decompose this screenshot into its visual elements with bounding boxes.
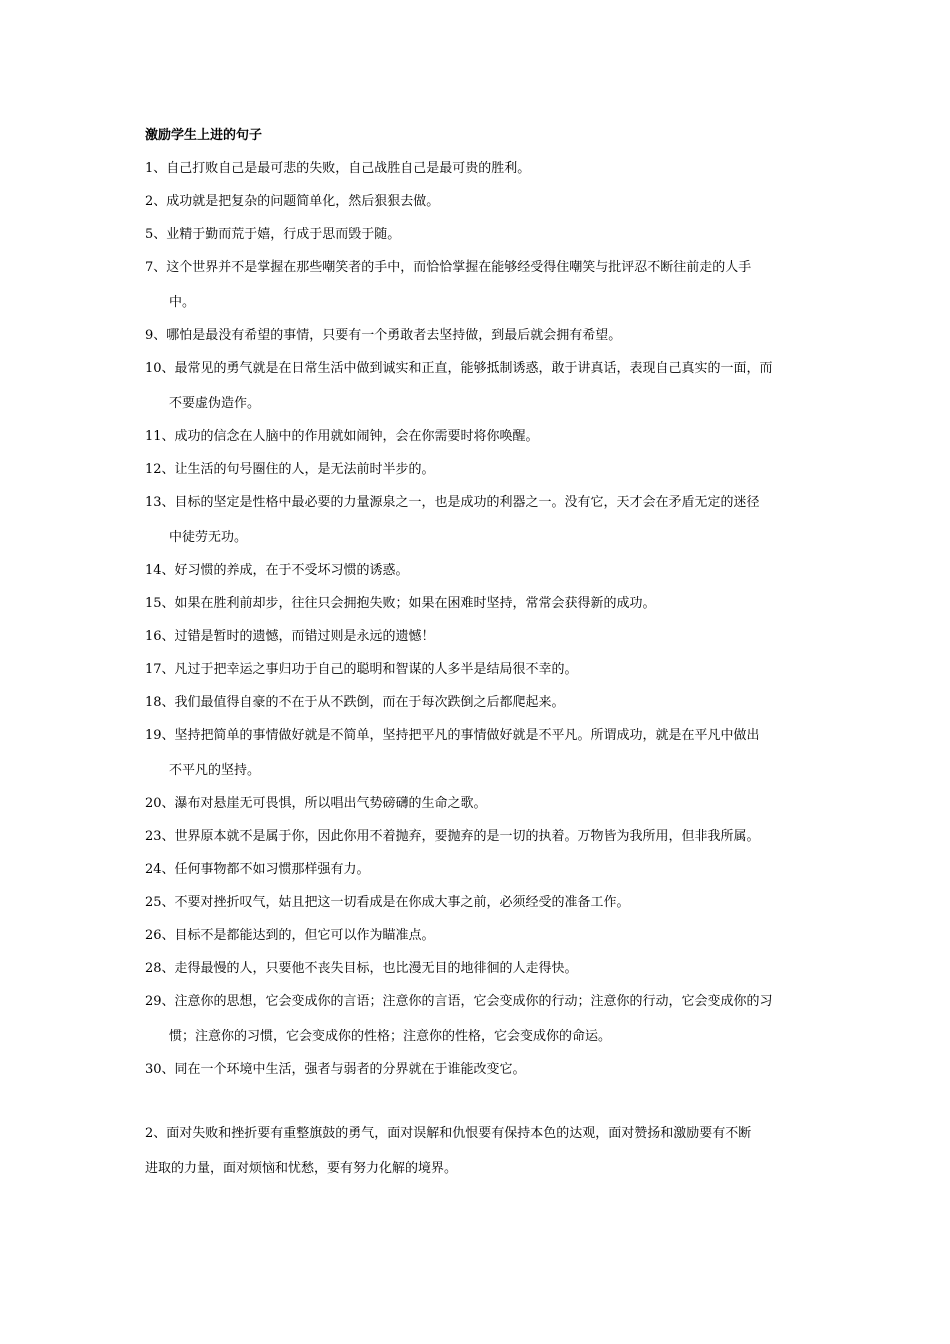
item-number: 1、: [145, 161, 167, 176]
closing-line2: 进取的力量，面对烦恼和忧愁，要有努力化解的境界。: [145, 1161, 458, 1176]
item-number: 2、: [145, 1126, 167, 1141]
item-text: 哪怕是最没有希望的事情，只要有一个勇敢者去坚持做，到最后就会拥有希望。: [166, 328, 622, 343]
item-number: 24、: [145, 862, 175, 877]
item-number: 26、: [145, 928, 175, 943]
item-text-line1: 这个世界并不是掌握在那些嘲笑者的手中，而恰恰掌握在能够经受得住嘲笑与批评忍不断往前走的人手: [166, 260, 752, 275]
item-text-line2: 中徒劳无功。: [169, 530, 248, 545]
item-number: 17、: [145, 662, 175, 677]
item-number: 10、: [145, 361, 175, 376]
item-text: 让生活的句号圈住的人，是无法前时半步的。: [174, 462, 435, 477]
item-number: 15、: [145, 596, 175, 611]
item-number: 23、: [145, 829, 175, 844]
list-item: [145, 718, 810, 788]
item-text: 成功就是把复杂的问题简单化，然后狠狠去做。: [166, 194, 440, 209]
closing-paragraph: [145, 1116, 810, 1186]
item-number: 16、: [145, 629, 175, 644]
item-text: 走得最慢的人，只要他不丧失目标，也比漫无目的地徘徊的人走得快。: [174, 961, 578, 976]
item-number: 28、: [145, 961, 175, 976]
list-item: [145, 628, 810, 645]
item-text: 好习惯的养成，在于不受坏习惯的诱惑。: [174, 563, 409, 578]
list-item: [145, 795, 810, 812]
item-text-line1: 注意你的思想，它会变成你的言语；注意你的言语，它会变成你的行动；注意你的行动，它会变成你的习: [174, 994, 773, 1009]
item-number: 12、: [145, 462, 175, 477]
item-number: 11、: [145, 429, 175, 444]
item-text-line2: 中。: [169, 295, 196, 310]
item-text: 成功的信念在人脑中的作用就如闹钟，会在你需要时将你唤醒。: [174, 429, 539, 444]
item-text: 凡过于把幸运之事归功于自己的聪明和智谋的人多半是结局很不幸的。: [174, 662, 578, 677]
paragraph-gap: [145, 1094, 810, 1116]
list-item: [145, 250, 810, 320]
item-number: 29、: [145, 994, 175, 1009]
item-number: 25、: [145, 895, 175, 910]
item-text: 目标不是都能达到的，但它可以作为瞄准点。: [174, 928, 435, 943]
item-text: 我们最值得自豪的不在于从不跌倒，而在于每次跌倒之后都爬起来。: [174, 695, 565, 710]
item-text-line2: 不平凡的坚持。: [169, 763, 261, 778]
item-number: 7、: [145, 260, 167, 275]
item-number: 5、: [145, 227, 167, 242]
item-text: 不要对挫折叹气，姑且把这一切看成是在你成大事之前，必须经受的准备工作。: [174, 895, 630, 910]
closing-line1: 面对失败和挫折要有重整旗鼓的勇气，面对误解和仇恨要有保持本色的达观，面对赞扬和激励要有不断: [166, 1126, 752, 1141]
item-text: 如果在胜利前却步，往往只会拥抱失败；如果在困难时坚持，常常会获得新的成功。: [174, 596, 656, 611]
item-number: 19、: [145, 728, 175, 743]
list-item: [145, 428, 810, 445]
list-item: [145, 960, 810, 977]
document-content: [145, 128, 810, 1186]
item-text: 过错是暂时的遗憾，而错过则是永远的遗憾！: [174, 629, 435, 644]
item-number: 13、: [145, 495, 175, 510]
list-item: [145, 160, 810, 177]
item-text-line2: 不要虚伪造作。: [169, 396, 261, 411]
item-text-line1: 最常见的勇气就是在日常生活中做到诚实和正直，能够抵制诱惑，敢于讲真话，表现自己真实的一面，而: [174, 361, 773, 376]
list-item: [145, 193, 810, 210]
list-item: [145, 595, 810, 612]
item-text: 世界原本就不是属于你，因此你用不着抛弃，要抛弃的是一切的执着。万物皆为我所用，但非我所属。: [174, 829, 760, 844]
item-text-line2: 惯；注意你的习惯，它会变成你的性格；注意你的性格，它会变成你的命运。: [169, 1029, 612, 1044]
list-item: [145, 327, 810, 344]
item-text: 业精于勤而荒于嬉，行成于思而毁于随。: [166, 227, 401, 242]
list-item: [145, 461, 810, 478]
item-number: 9、: [145, 328, 167, 343]
list-item: [145, 351, 810, 421]
list-item: [145, 226, 810, 243]
list-item: [145, 562, 810, 579]
list-item: [145, 984, 810, 1054]
list-item: [145, 894, 810, 911]
item-text: 瀑布对悬崖无可畏惧，所以唱出气势磅礴的生命之歌。: [174, 796, 487, 811]
list-item: [145, 1061, 810, 1078]
item-number: 20、: [145, 796, 175, 811]
item-number: 2、: [145, 194, 167, 209]
list-item: [145, 861, 810, 878]
item-text-line1: 目标的坚定是性格中最必要的力量源泉之一，也是成功的利器之一。没有它，天才会在矛盾无定的迷径: [174, 495, 760, 510]
list-item: [145, 828, 810, 845]
list-item: [145, 694, 810, 711]
list-item: [145, 927, 810, 944]
item-number: 18、: [145, 695, 175, 710]
list-item: [145, 485, 810, 555]
item-number: 30、: [145, 1062, 175, 1077]
item-text-line1: 坚持把简单的事情做好就是不简单，坚持把平凡的事情做好就是不平凡。所谓成功，就是在平凡中做出: [174, 728, 760, 743]
list-item: [145, 661, 810, 678]
item-text: 自己打败自己是最可悲的失败，自己战胜自己是最可贵的胜利。: [166, 161, 531, 176]
item-text: 同在一个环境中生活，强者与弱者的分界就在于谁能改变它。: [174, 1062, 526, 1077]
item-number: 14、: [145, 563, 175, 578]
item-text: 任何事物都不如习惯那样强有力。: [174, 862, 370, 877]
document-title: 激励学生上进的句子: [145, 128, 263, 143]
